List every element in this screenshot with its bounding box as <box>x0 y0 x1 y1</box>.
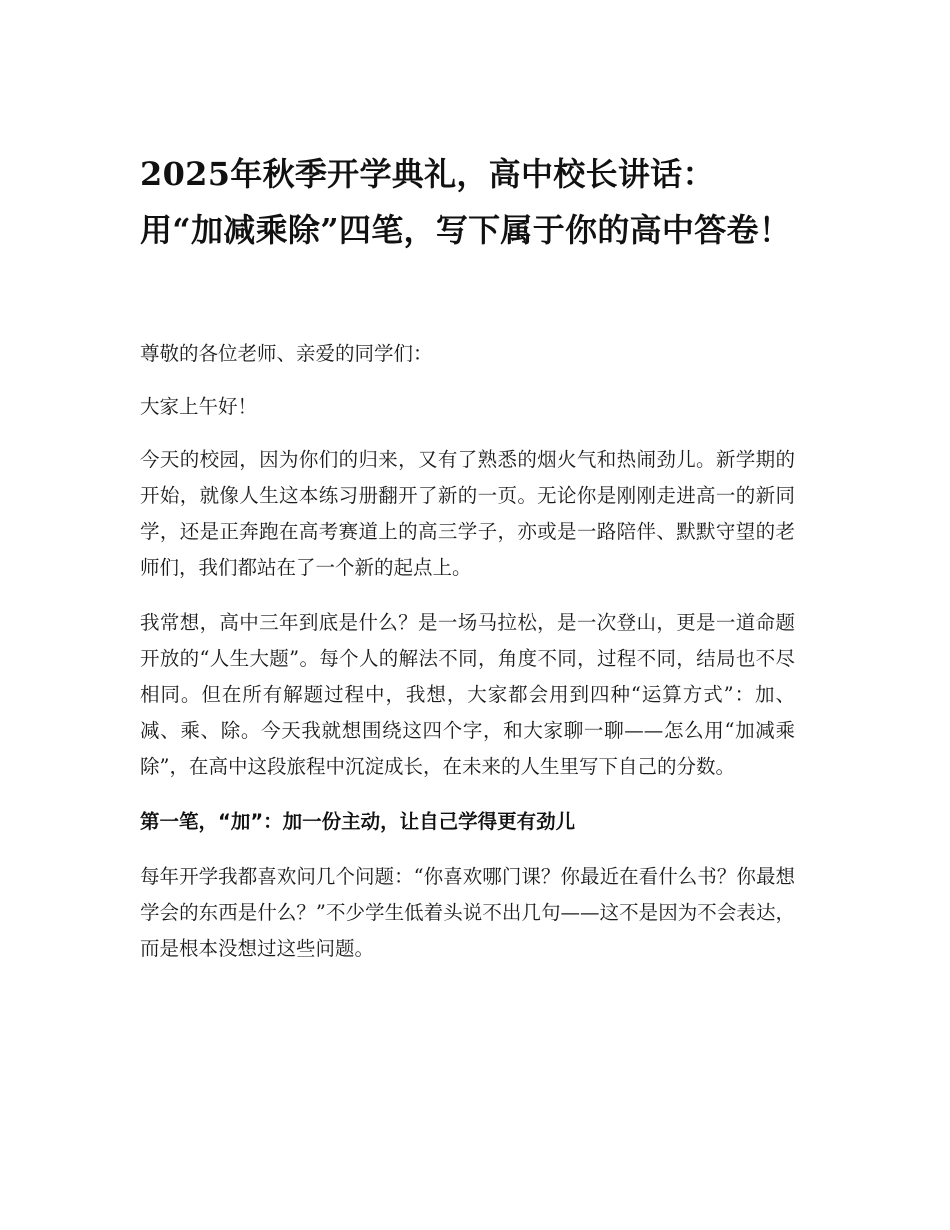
document-content <box>140 146 795 986</box>
salutation: 尊敬的各位老师、亲爱的同学们： <box>140 342 433 365</box>
section-1-paragraph: 每年开学我都喜欢问几个问题：“你喜欢哪门课？你最近在看什么书？你最想学会的东西是什么？”不少学生低着头说不出几句——这不是因为不会表达，而是根本没想过这些问题。 <box>140 865 795 960</box>
document-body <box>140 336 795 967</box>
title-line-1: 2025年秋季开学典礼，高中校长讲话： <box>140 155 715 193</box>
greeting: 大家上午好！ <box>140 395 258 418</box>
paragraph-1: 今天的校园，因为你们的归来，又有了熟悉的烟火气和热闹劲儿。新学期的开始，就像人生这本练习册翻开了新的一页。无论你是刚刚走进高一的新同学，还是正奔跑在高考赛道上的高三学子，亦或是一路陪伴、默默守望的老师们，我们都站在了一个新的起点上。 <box>140 448 795 579</box>
section-heading-1: 第一笔，“加”：加一份主动，让自己学得更有劲儿 <box>140 810 576 833</box>
paragraph-2: 我常想，高中三年到底是什么？是一场马拉松，是一次登山，更是一道命题开放的“人生大题”。每个人的解法不同，角度不同，过程不同，结局也不尽相同。但在所有解题过程中，我想，大家都会用到四种“运算方式”：加、减、乘、除。今天我就想围绕这四个字，和大家聊一聊——怎么用“加减乘除”，在高中这段旅程中沉淀成长，在未来的人生里写下自己的分数。 <box>140 611 795 778</box>
document-title <box>140 146 795 258</box>
title-line-2: 用“加减乘除”四笔，写下属于你的高中答卷！ <box>140 211 792 249</box>
